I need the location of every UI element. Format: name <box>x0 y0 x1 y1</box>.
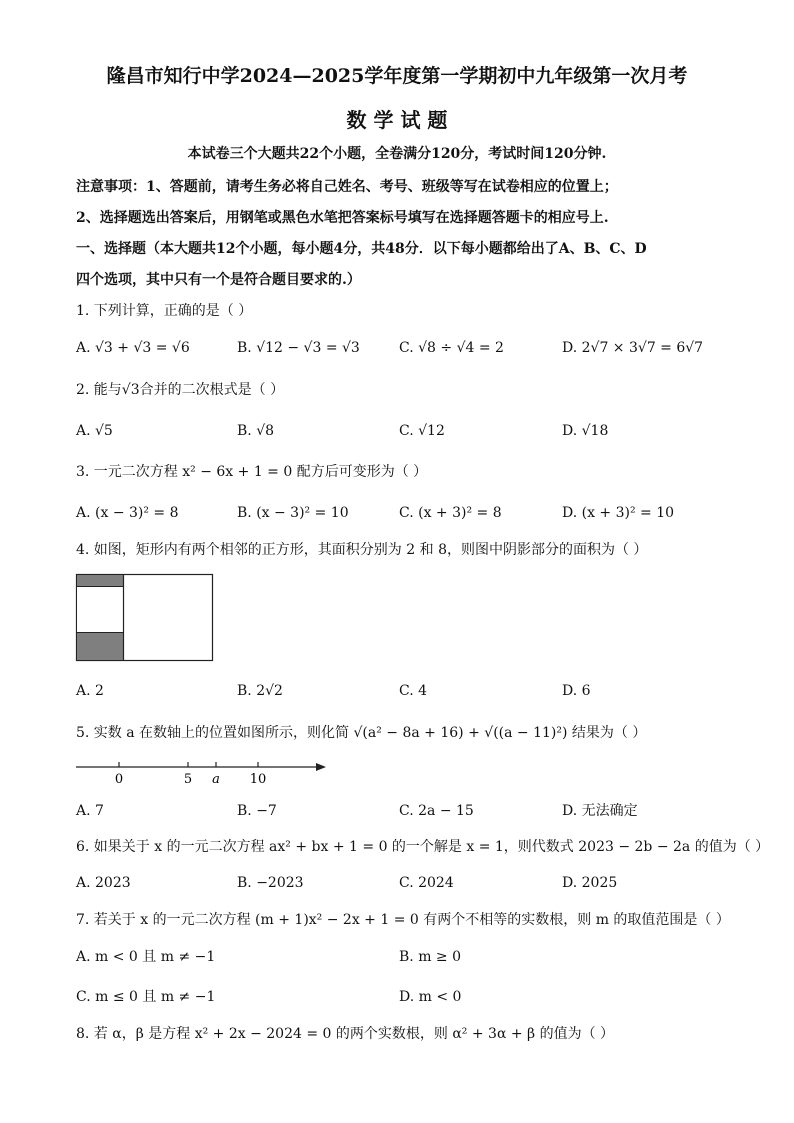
small-square <box>77 587 124 633</box>
exam-title: 隆昌市知行中学2024—2025学年度第一学期初中九年级第一次月考 <box>106 65 688 87</box>
question-3-option-b: B. (x − 3)² = 10 <box>237 505 349 521</box>
notes-line-1: 注意事项：1、答题前，请考生务必将自己姓名、考号、班级等写在试卷相应的位置上； <box>76 179 618 195</box>
tick-label-0: 0 <box>114 772 124 787</box>
exam-subtitle: 数 学 试 题 <box>346 108 448 132</box>
question-6-option-d: D. 2025 <box>562 875 618 891</box>
question-4-option-a: A. 2 <box>76 683 104 699</box>
question-2-option-b: B. √8 <box>237 423 275 439</box>
question-2-option-d: D. √18 <box>562 423 609 439</box>
question-7-option-a: A. m < 0 且 m ≠ −1 <box>76 949 216 965</box>
question-1-option-a: A. √3 + √3 = √6 <box>76 340 190 356</box>
question-7-option-d: D. m < 0 <box>399 989 462 1005</box>
question-6-option-c: C. 2024 <box>399 875 454 891</box>
tick-label-10: 10 <box>249 772 267 787</box>
section-heading-line-2: 四个选项，其中只有一个是符合题目要求的.） <box>76 272 361 288</box>
question-2-option-c: C. √12 <box>399 423 445 439</box>
question-5-option-c: C. 2a − 15 <box>399 803 474 819</box>
question-1-option-b: B. √12 − √3 = √3 <box>237 340 360 356</box>
shaded-region-top <box>77 575 124 587</box>
question-5-option-a: A. 7 <box>76 803 104 819</box>
notes-line-2: 2、选择题选出答案后，用钢笔或黑色水笔把答案标号填写在选择题答题卡的相应号上. <box>76 210 609 226</box>
question-6-option-b: B. −2023 <box>237 875 304 891</box>
question-7-option-c: C. m ≤ 0 且 m ≠ −1 <box>76 989 216 1005</box>
question-5-option-b: B. −7 <box>237 803 277 819</box>
arrow-right-icon <box>316 763 326 771</box>
question-3-stem: 3. 一元二次方程 x² − 6x + 1 = 0 配方后可变形为（ ） <box>76 464 428 480</box>
question-4-option-d: D. 6 <box>562 683 591 699</box>
question-4-figure <box>75 573 215 663</box>
question-2-option-a: A. √5 <box>76 423 113 439</box>
question-7-option-b: B. m ≥ 0 <box>399 949 462 965</box>
question-6-option-a: A. 2023 <box>76 875 131 891</box>
question-4-option-c: C. 4 <box>399 683 428 699</box>
question-5-number-line <box>72 756 332 788</box>
question-1-option-c: C. √8 ÷ √4 = 2 <box>399 340 504 356</box>
question-3-option-d: D. (x + 3)² = 10 <box>562 505 675 521</box>
tick-label-a: a <box>212 772 220 787</box>
question-8-stem: 8. 若 α，β 是方程 x² + 2x − 2024 = 0 的两个实数根，则 α² + 3α + β 的值为（ ） <box>76 1026 615 1042</box>
section-heading-line-1: 一、选择题（本大题共12个小题，每小题4分，共48分．以下每小题都给出了A、B、C、D <box>76 241 647 257</box>
question-1-option-d: D. 2√7 × 3√7 = 6√7 <box>562 340 704 356</box>
question-3-option-a: A. (x − 3)² = 8 <box>76 505 179 521</box>
question-5-stem: 5. 实数 a 在数轴上的位置如图所示，则化简 √(a² − 8a + 16) + √((a − 11)²) 结果为（ ） <box>76 725 647 741</box>
exam-summary: 本试卷三个大题共22个小题，全卷满分120分，考试时间120分钟. <box>187 146 607 162</box>
question-3-option-c: C. (x + 3)² = 8 <box>399 505 502 521</box>
question-1-stem: 1. 下列计算，正确的是（ ） <box>76 303 253 319</box>
tick-label-5: 5 <box>183 772 193 787</box>
question-7-stem: 7. 若关于 x 的一元二次方程 (m + 1)x² − 2x + 1 = 0 有两个不相等的实数根，则 m 的取值范围是（ ） <box>76 912 730 928</box>
shaded-region-bottom <box>77 633 124 661</box>
question-4-option-b: B. 2√2 <box>237 683 283 699</box>
question-2-stem: 2. 能与√3合并的二次根式是（ ） <box>76 382 285 398</box>
question-4-stem: 4. 如图，矩形内有两个相邻的正方形，其面积分别为 2 和 8，则图中阴影部分的面积为（ ） <box>76 542 648 558</box>
question-6-stem: 6. 如果关于 x 的一元二次方程 ax² + bx + 1 = 0 的一个解是 x = 1，则代数式 2023 − 2b − 2a 的值为（ ） <box>76 839 770 855</box>
question-5-option-d: D. 无法确定 <box>562 803 638 819</box>
